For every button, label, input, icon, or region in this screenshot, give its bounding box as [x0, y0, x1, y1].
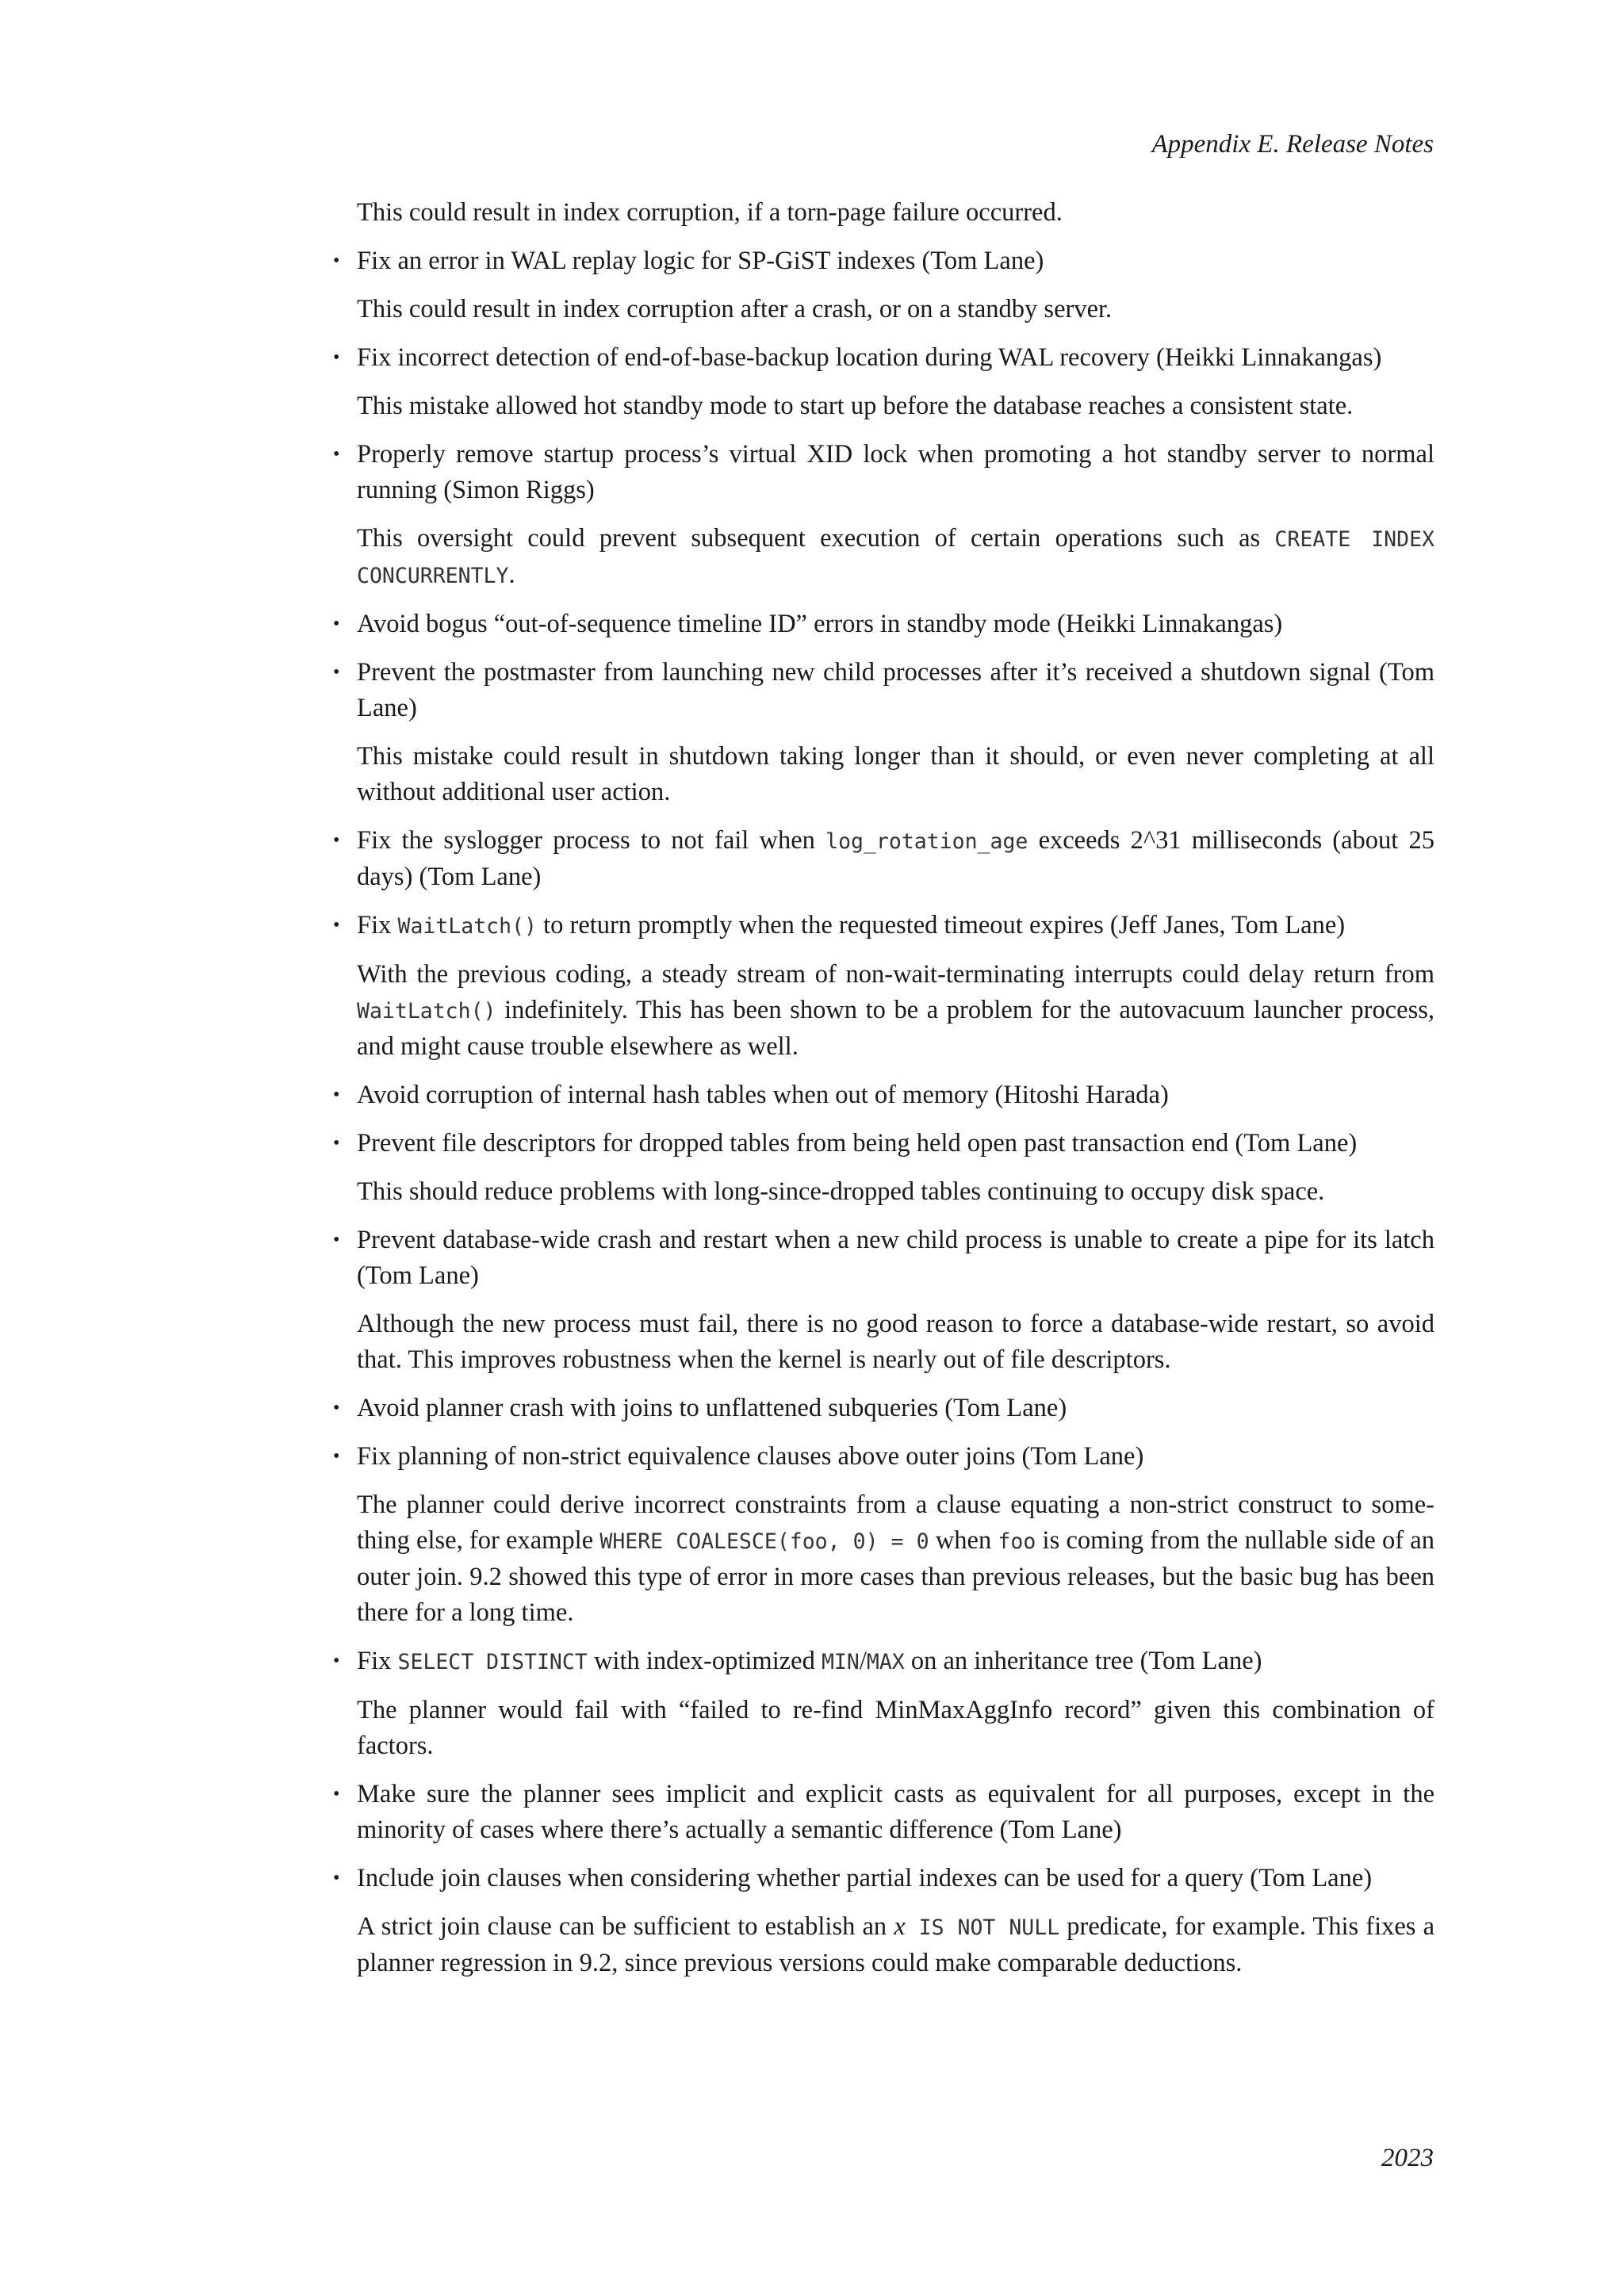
- text-run: /: [859, 1647, 867, 1675]
- page-body: [357, 195, 1434, 1994]
- code-literal: WaitLatch(): [357, 999, 496, 1024]
- text-run: indefinitely. This has been shown to be a problem for the autovacuum launcher process, and might cause trouble elsewhere as well.: [357, 996, 1434, 1061]
- release-note-title: [357, 1126, 1434, 1161]
- release-note-item: [357, 243, 1434, 327]
- release-note-item: [357, 1223, 1434, 1378]
- release-note-title: [357, 1391, 1434, 1426]
- text-run: The planner could derive incorrect constraints from a clause equating a non-strict construct to something else, for example: [357, 1490, 1434, 1555]
- text-run: predicate, for example. This fixes a planner regression in 9.2, since previous versions could make comparable deductions.: [357, 1912, 1434, 1977]
- release-note-item: [357, 1644, 1434, 1764]
- release-note-detail: [357, 1174, 1434, 1210]
- release-note-item: [357, 908, 1434, 1065]
- release-note-title: [357, 823, 1434, 895]
- text-run: on an inheritance tree (Tom Lane): [904, 1647, 1262, 1675]
- text-run: This mistake allowed hot standby mode to start up before the database reaches a consistent state.: [357, 392, 1354, 420]
- release-note-item: [357, 1777, 1434, 1848]
- release-note-title: [357, 1861, 1434, 1896]
- release-note-detail: [357, 739, 1434, 810]
- text-run: Make sure the planner sees implicit and explicit casts as equivalent for all purposes, except in the minority of cases where there’s actually a semantic difference (Tom Lane): [357, 1780, 1434, 1844]
- release-note-detail: [357, 1909, 1434, 1981]
- text-run: Fix planning of non-strict equivalence clauses above outer joins (Tom Lane): [357, 1442, 1144, 1471]
- release-note-title: [357, 437, 1434, 508]
- release-note-title: [357, 1077, 1434, 1113]
- text-run: The planner would fail with “failed to re-find MinMaxAggInfo record” given this combination of factors.: [357, 1696, 1434, 1760]
- code-literal: foo: [998, 1529, 1036, 1554]
- text-run: This oversight could prevent subsequent execution of certain operations such as: [357, 524, 1275, 553]
- release-note-item: [357, 1861, 1434, 1981]
- text-run: Include join clauses when considering whether partial indexes can be used for a query (Tom Lane): [357, 1864, 1373, 1892]
- release-note-detail: [357, 1693, 1434, 1764]
- text-run: Prevent file descriptors for dropped tables from being held open past transaction end (Tom Lane): [357, 1129, 1358, 1158]
- release-note-title: [357, 340, 1434, 376]
- text-run: Prevent the postmaster from launching new child processes after it’s received a shutdown signal (Tom Lane): [357, 658, 1434, 722]
- code-literal: MIN: [821, 1650, 860, 1674]
- release-note-detail: [357, 292, 1434, 327]
- code-literal: WHERE COALESCE(foo, 0) = 0: [599, 1529, 929, 1554]
- text-run: Fix: [357, 1647, 398, 1675]
- release-note-item: [357, 823, 1434, 895]
- code-literal: MAX: [866, 1650, 905, 1674]
- release-note-detail: [357, 1487, 1434, 1631]
- text-run: exceeds 2^31 milliseconds (about 25 days) (Tom Lane): [357, 826, 1434, 891]
- release-note-title: [357, 655, 1434, 726]
- release-note-title: [357, 1439, 1434, 1475]
- release-note-item: [357, 655, 1434, 810]
- release-note-item: [357, 607, 1434, 642]
- text-run: Avoid planner crash with joins to unflattened subqueries (Tom Lane): [357, 1394, 1067, 1422]
- release-note-title: [357, 607, 1434, 642]
- text-run: This mistake could result in shutdown taking longer than it should, or even never completing at all without additional user action.: [357, 742, 1434, 806]
- code-literal: IS NOT NULL: [905, 1915, 1060, 1940]
- release-note-title: [357, 243, 1434, 279]
- text-run: This could result in index corruption after a crash, or on a standby server.: [357, 295, 1113, 323]
- continuation-paragraph: This could result in index corruption, if a torn-page failure occurred.: [357, 198, 1063, 227]
- text-run: Although the new process must fail, there is no good reason to force a database-wide restart, so avoid that. This improves robustness when the kernel is nearly out of file descriptors.: [357, 1310, 1434, 1374]
- release-note-item: [357, 1077, 1434, 1113]
- text-run: Avoid bogus “out-of-sequence timeline ID” errors in standby mode (Heikki Linnakangas): [357, 610, 1283, 638]
- code-literal: WaitLatch(): [397, 914, 537, 939]
- text-run: Fix incorrect detection of end-of-base-backup location during WAL recovery (Heikki Linnakangas): [357, 343, 1382, 372]
- text-run: .: [508, 561, 515, 589]
- text-run: Avoid corruption of internal hash tables when out of memory (Hitoshi Harada): [357, 1081, 1169, 1109]
- text-run: Fix an error in WAL replay logic for SP-GiST indexes (Tom Lane): [357, 247, 1044, 275]
- release-note-item: [357, 1439, 1434, 1631]
- text-run: to return promptly when the requested timeout expires (Jeff Janes, Tom Lane): [536, 911, 1346, 939]
- release-note-detail: [357, 1307, 1434, 1378]
- text-run: Fix the syslogger process to not fail when: [357, 826, 826, 855]
- text-run: Properly remove startup process’s virtual XID lock when promoting a hot standby server to normal running (Simon Riggs): [357, 440, 1434, 504]
- text-run: With the previous coding, a steady stream of non-wait-terminating interrupts could delay return from: [357, 960, 1434, 989]
- release-note-title: [357, 1644, 1434, 1680]
- release-notes-list: [357, 243, 1434, 1981]
- release-note-item: [357, 340, 1434, 424]
- page-number: 2023: [1381, 2144, 1434, 2172]
- release-note-title: [357, 908, 1434, 944]
- release-note-detail: [357, 521, 1434, 594]
- code-literal: SELECT DISTINCT: [397, 1650, 588, 1674]
- text-run: A strict join clause can be sufficient to establish an: [357, 1912, 894, 1941]
- code-literal: CREATE INDEX CONCURRENTLY: [357, 527, 1435, 588]
- running-header: Appendix E. Release Notes: [1151, 130, 1434, 159]
- release-note-detail: [357, 957, 1434, 1065]
- text-run: Fix: [357, 911, 398, 939]
- release-note-title: [357, 1777, 1434, 1848]
- release-note-title: [357, 1223, 1434, 1294]
- text-run: This should reduce problems with long-since-dropped tables continuing to occupy disk space.: [357, 1177, 1325, 1206]
- code-literal: log_rotation_age: [825, 829, 1028, 854]
- release-note-item: [357, 437, 1434, 594]
- text-run: when: [929, 1526, 998, 1555]
- text-run: is coming from the nullable side of an outer join. 9.2 showed this type of error in more cases than previous releases, but the basic bug has been there for a long time.: [357, 1526, 1434, 1627]
- release-note-item: [357, 1126, 1434, 1210]
- text-run: with index-optimized: [587, 1647, 822, 1675]
- release-note-item: [357, 1391, 1434, 1426]
- release-note-detail: [357, 388, 1434, 424]
- variable-name: x: [894, 1912, 906, 1941]
- text-run: Prevent database-wide crash and restart when a new child process is unable to create a pipe for its latch (Tom Lane): [357, 1226, 1434, 1290]
